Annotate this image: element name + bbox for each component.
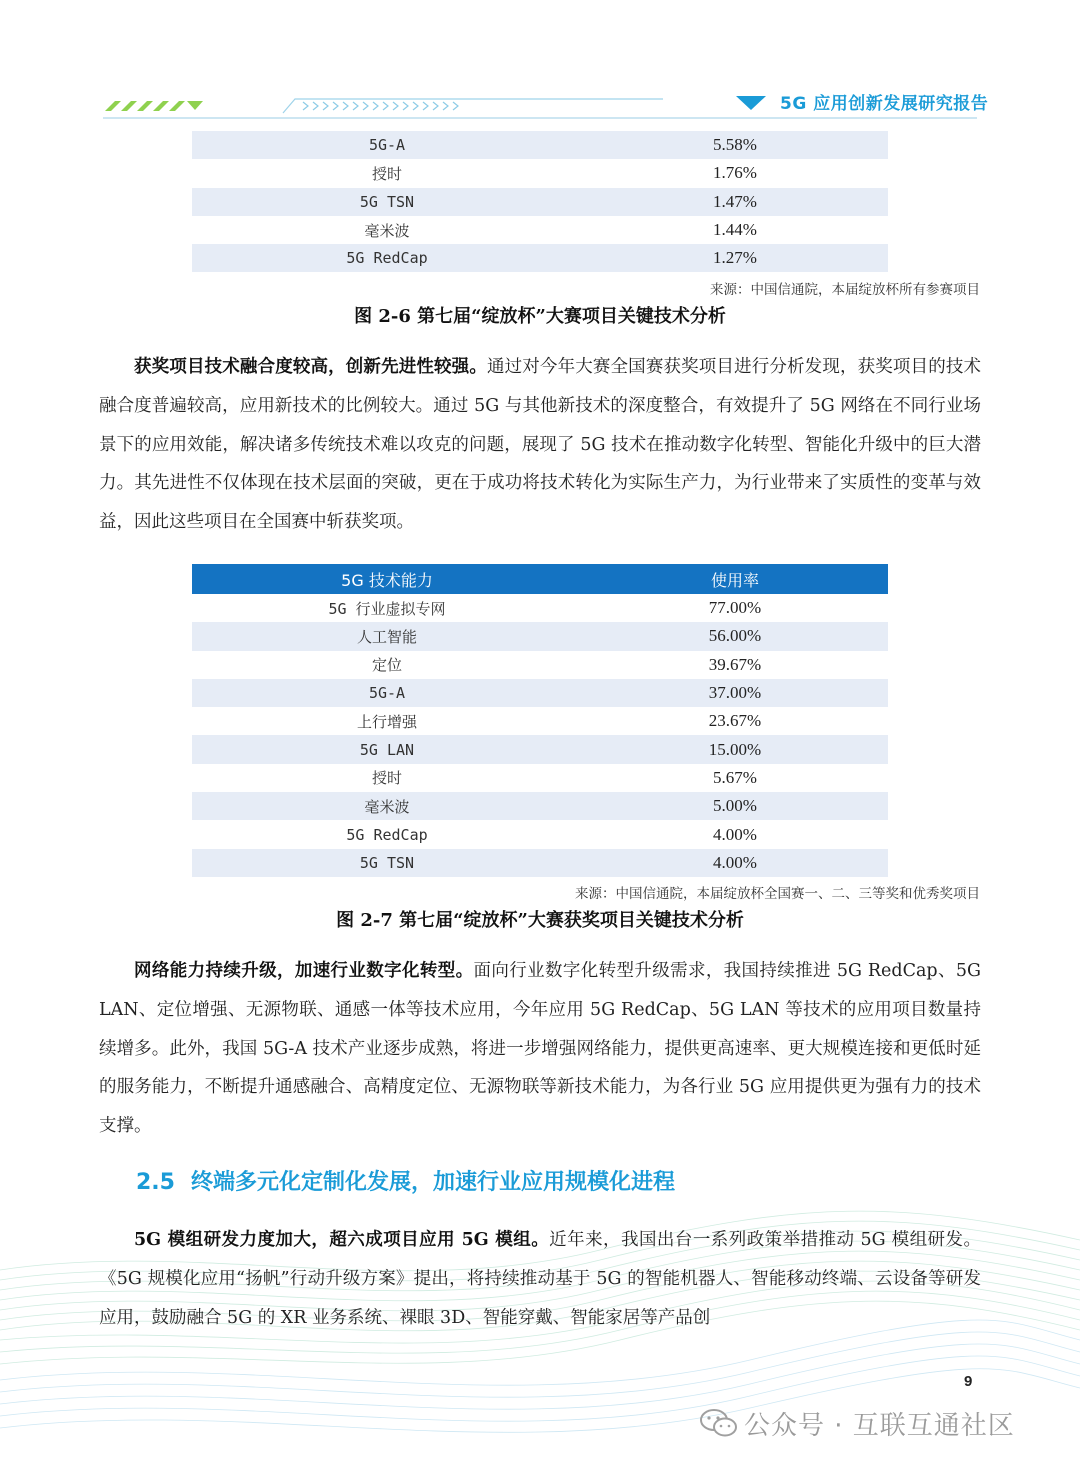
column-header-tech: 5G 技术能力 <box>192 564 582 594</box>
table-row <box>192 707 888 735</box>
tech-name: 毫米波 <box>192 792 582 820</box>
table-header-row <box>192 564 888 594</box>
tech-name: 5G TSN <box>192 849 582 877</box>
section-heading <box>136 1165 675 1196</box>
figure-2-6-caption: 图 2-6 第七届“绽放杯”大赛项目关键技术分析 <box>354 306 726 327</box>
tech-name: 5G 行业虚拟专网 <box>328 599 446 618</box>
tech-name: 授时 <box>371 164 402 183</box>
page-number: 9 <box>964 1373 973 1390</box>
report-title: 5G 应用创新发展研究报告 <box>780 94 989 114</box>
usage-rate: 39.67% <box>708 654 762 674</box>
usage-rate: 4.00% <box>582 849 888 877</box>
paragraph-body: 通过对今年大赛全国赛获奖项目进行分析发现，获奖项目的技术融合度普遍较高，应用新技术的比例较大。通过 5G 与其他新技术的深度整合，有效提升了 5G 网络在不同行业场景下的应用效能，解决诸多传统技术难以攻克的问题，展现了 5G 技术在推动数字化转型、智能化升级中的巨大潜力。其先进性不仅体现在技术层面的突破，更在于成功将技术转化为实际生产力，为行业带来了实质性的变革与效益，因此这些项目在全国赛中斩获奖项。 <box>99 357 982 533</box>
paragraph-award-projects <box>99 348 981 542</box>
tech-name: 5G LAN <box>192 735 582 763</box>
tech-name: 人工智能 <box>192 622 582 650</box>
tech-table-award-projects <box>192 564 888 877</box>
table1-source: 来源：中国信通院，本届绽放杯所有参赛项目 <box>710 282 980 298</box>
column-header-rate: 使用率 <box>582 564 888 594</box>
section-number: 2.5 <box>136 1170 175 1195</box>
figure-2-7-caption: 图 2-7 第七届“绽放杯”大赛获奖项目关键技术分析 <box>336 910 744 931</box>
usage-rate: 5.67% <box>713 767 757 787</box>
tech-name: 授时 <box>371 769 402 788</box>
table-row <box>192 849 888 877</box>
tech-name: 5G-A <box>192 679 582 707</box>
usage-rate: 15.00% <box>582 735 888 763</box>
header-arrow-decoration <box>103 97 663 115</box>
usage-rate: 56.00% <box>582 622 888 650</box>
table-row <box>192 159 888 187</box>
tech-name: 定位 <box>371 656 402 675</box>
usage-rate: 1.27% <box>582 244 888 272</box>
paragraph-lead: 获奖项目技术融合度较高，创新先进性较强。 <box>134 357 487 377</box>
table-row <box>192 651 888 679</box>
usage-rate: 1.44% <box>713 220 757 240</box>
paragraph-lead: 5G 模组研发力度加大，超六成项目应用 5G 模组。 <box>134 1230 550 1250</box>
table2-source: 来源：中国信通院，本届绽放杯全国赛一、二、三等奖和优秀奖项目 <box>575 886 980 902</box>
paragraph-body: 近年来，我国出台一系列政策举措推动 5G 模组研发。《5G 规模化应用“扬帆”行动升级方案》提出，将持续推动基于 5G 的智能机器人、智能移动终端、云设备等研发应用，鼓励融合 5G 的 XR 业务系统、裸眼 3D、智能穿戴、智能家居等产品创 <box>99 1230 981 1328</box>
tech-name: 5G RedCap <box>192 244 582 272</box>
table-row <box>192 764 888 792</box>
usage-rate: 1.76% <box>713 163 757 183</box>
table-row <box>192 622 888 650</box>
section-title: 终端多元化定制化发展，加速行业应用规模化进程 <box>190 1170 675 1195</box>
table-row <box>192 792 888 820</box>
usage-rate: 37.00% <box>582 679 888 707</box>
watermark-text: 公众号 · 互联互通社区 <box>744 1411 1015 1441</box>
header-divider <box>103 117 977 119</box>
paragraph-network-capability <box>99 952 981 1146</box>
paragraph-5g-modules <box>99 1221 981 1337</box>
header-title-marker-icon <box>736 95 770 111</box>
tech-name: 5G RedCap <box>346 825 428 844</box>
usage-rate: 4.00% <box>713 824 757 844</box>
usage-rate: 5.00% <box>582 792 888 820</box>
tech-name: 毫米波 <box>364 221 410 240</box>
watermark <box>700 1405 1015 1442</box>
table-row <box>192 735 888 763</box>
tech-table-all-projects <box>192 131 888 272</box>
table-row <box>192 216 888 244</box>
paragraph-body: 面向行业数字化转型升级需求，我国持续推进 5G RedCap、5G LAN、定位增强、无源物联、通感一体等技术应用，今年应用 5G RedCap、5G LAN 等技术的应用项目数量持续增多。此外，我国 5G-A 技术产业逐步成熟，将进一步增强网络能力，提供更高速率、更大规模连接和更低时延的服务能力，不断提升通感融合、高精度定位、无源物联等新技术能力，为各行业 5G 应用提供更为强有力的技术支撑。 <box>99 961 981 1137</box>
table-row <box>192 679 888 707</box>
table-row <box>192 131 888 159</box>
table-row <box>192 820 888 848</box>
table-row <box>192 188 888 216</box>
table-row <box>192 594 888 622</box>
usage-rate: 5.58% <box>582 131 888 159</box>
tech-name: 5G TSN <box>192 188 582 216</box>
tech-name: 5G-A <box>192 131 582 159</box>
tech-name: 上行增强 <box>356 712 417 731</box>
table-row <box>192 244 888 272</box>
usage-rate: 1.47% <box>582 188 888 216</box>
paragraph-lead: 网络能力持续升级，加速行业数字化转型。 <box>134 961 474 981</box>
usage-rate: 23.67% <box>708 711 762 731</box>
usage-rate: 77.00% <box>708 598 762 618</box>
